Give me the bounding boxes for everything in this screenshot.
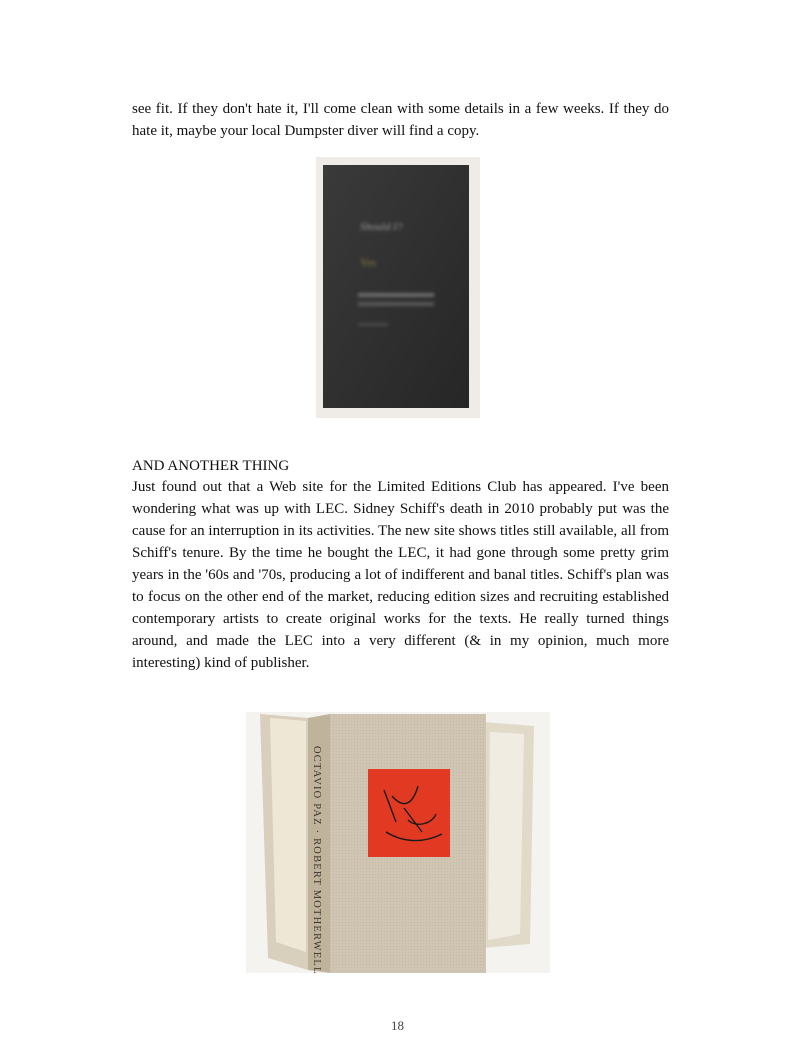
book-cover-illustration	[316, 157, 480, 418]
book-cover	[323, 165, 469, 408]
page-number: 18	[391, 1018, 404, 1033]
cover-artwork-red-panel	[368, 769, 450, 857]
boxed-edition-photo	[246, 712, 550, 973]
boxed-edition-illustration	[246, 712, 550, 973]
section-body: Just found out that a Web site for the Limited Editions Club has appeared. I've been wondering what was up with LEC. Sidney Schiff's death in 2010 probably put was the cause for an interruption in its activities. The new site shows titles still available, all from Schiff's tenure. By the time he bought the LEC, it had gone through some pretty grim years in the '60s and '70s, producing a lot of indifferent and banal titles. Schiff's plan was to focus on the other end of the market, reducing edition sizes and recruiting established contemporary artists to create original works for the texts. He really turned things around, and made the LEC into a very different (& in my opinion, much more interesting) kind of publisher.	[132, 479, 669, 671]
cover-subtitle: Yes	[360, 257, 377, 269]
section-heading: AND ANOTHER THING	[132, 458, 290, 474]
book-cover-photo	[316, 157, 480, 418]
spine-text: OCTAVIO PAZ · ROBERT MOTHERWELL	[311, 746, 322, 973]
cover-title: Should I?	[360, 221, 403, 233]
intro-paragraph: see fit. If they don't hate it, I'll come clean with some details in a few weeks. If they do hate it, maybe your local Dumpster diver will find a copy.	[132, 101, 669, 139]
